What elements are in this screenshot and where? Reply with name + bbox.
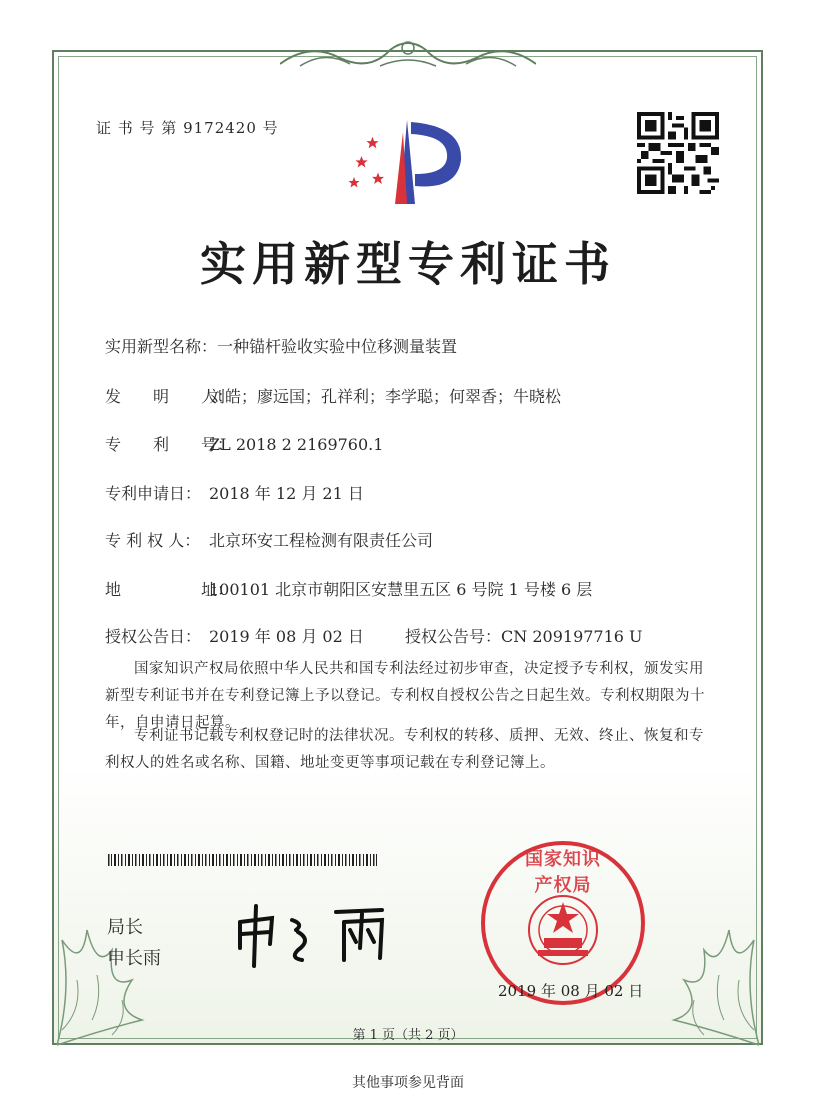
field-label: 专 利 号： xyxy=(105,435,234,454)
field-value: 100101 北京市朝阳区安慧里五区 6 号院 1 号楼 6 层 xyxy=(209,580,593,599)
handwritten-signature xyxy=(232,900,422,970)
back-note: 其他事项参见背面 xyxy=(352,1075,464,1091)
field-patent-number xyxy=(105,432,383,455)
field-label: 发 明 人： xyxy=(105,387,234,406)
field-label: 授权公告日： xyxy=(105,627,202,646)
field-utility-model-name xyxy=(105,334,457,357)
field-filing-date xyxy=(105,481,364,504)
seal-date: 2019 年 08 月 02 日 xyxy=(498,982,644,1000)
bottom-right-ornament xyxy=(654,870,764,1050)
page-number: 第 1 页（共 2 页） xyxy=(352,1028,464,1043)
field-address xyxy=(105,577,592,600)
seal-text: 国家知识产权局 xyxy=(525,849,601,896)
certificate-number: 证 书 号 第 9172420 号 xyxy=(96,119,279,137)
field-label: 专利申请日： xyxy=(105,484,202,503)
field-value: ZL 2018 2 2169760.1 xyxy=(209,435,384,454)
field-label: 授权公告号： xyxy=(405,627,502,646)
top-ornament xyxy=(280,36,536,76)
field-label: 实用新型名称： xyxy=(105,337,218,356)
field-patentee xyxy=(105,528,433,551)
field-label: 专 利 权 人： xyxy=(105,531,201,550)
field-value: 2019 年 08 月 02 日 xyxy=(209,627,364,646)
field-inventors xyxy=(105,384,561,407)
field-value: 刘皓；廖远国；孔祥利；李学聪；何翠香；牛晓松 xyxy=(209,387,562,406)
certificate-title: 实用新型专利证书 xyxy=(200,237,616,291)
field-label: 地 址： xyxy=(105,580,234,599)
field-grant-number xyxy=(405,624,643,647)
barcode xyxy=(108,854,378,866)
field-value: 北京环安工程检测有限责任公司 xyxy=(209,531,434,550)
legal-paragraph-2: 专利证书记载专利权登记时的法律状况。专利权的转移、质押、无效、终止、恢复和专利权人的姓名或名称、国籍、地址变更等事项记载在专利登记簿上。 xyxy=(105,728,704,771)
signature-title: 局长 xyxy=(107,917,143,938)
cnipa-logo xyxy=(345,112,470,207)
field-grant-date xyxy=(105,624,364,647)
field-value: CN 209197716 U xyxy=(501,627,643,646)
qr-code xyxy=(637,112,719,194)
field-value: 一种锚杆验收实验中位移测量装置 xyxy=(217,337,458,356)
legal-paragraph-1: 国家知识产权局依照中华人民共和国专利法经过初步审查，决定授予专利权，颁发实用新型专利证书并在专利登记簿上予以登记。专利权自授权公告之日起生效。专利权期限为十年，自申请日起算。 xyxy=(105,661,705,731)
field-value: 2018 年 12 月 21 日 xyxy=(209,484,364,503)
signature-name: 申长雨 xyxy=(107,948,161,969)
